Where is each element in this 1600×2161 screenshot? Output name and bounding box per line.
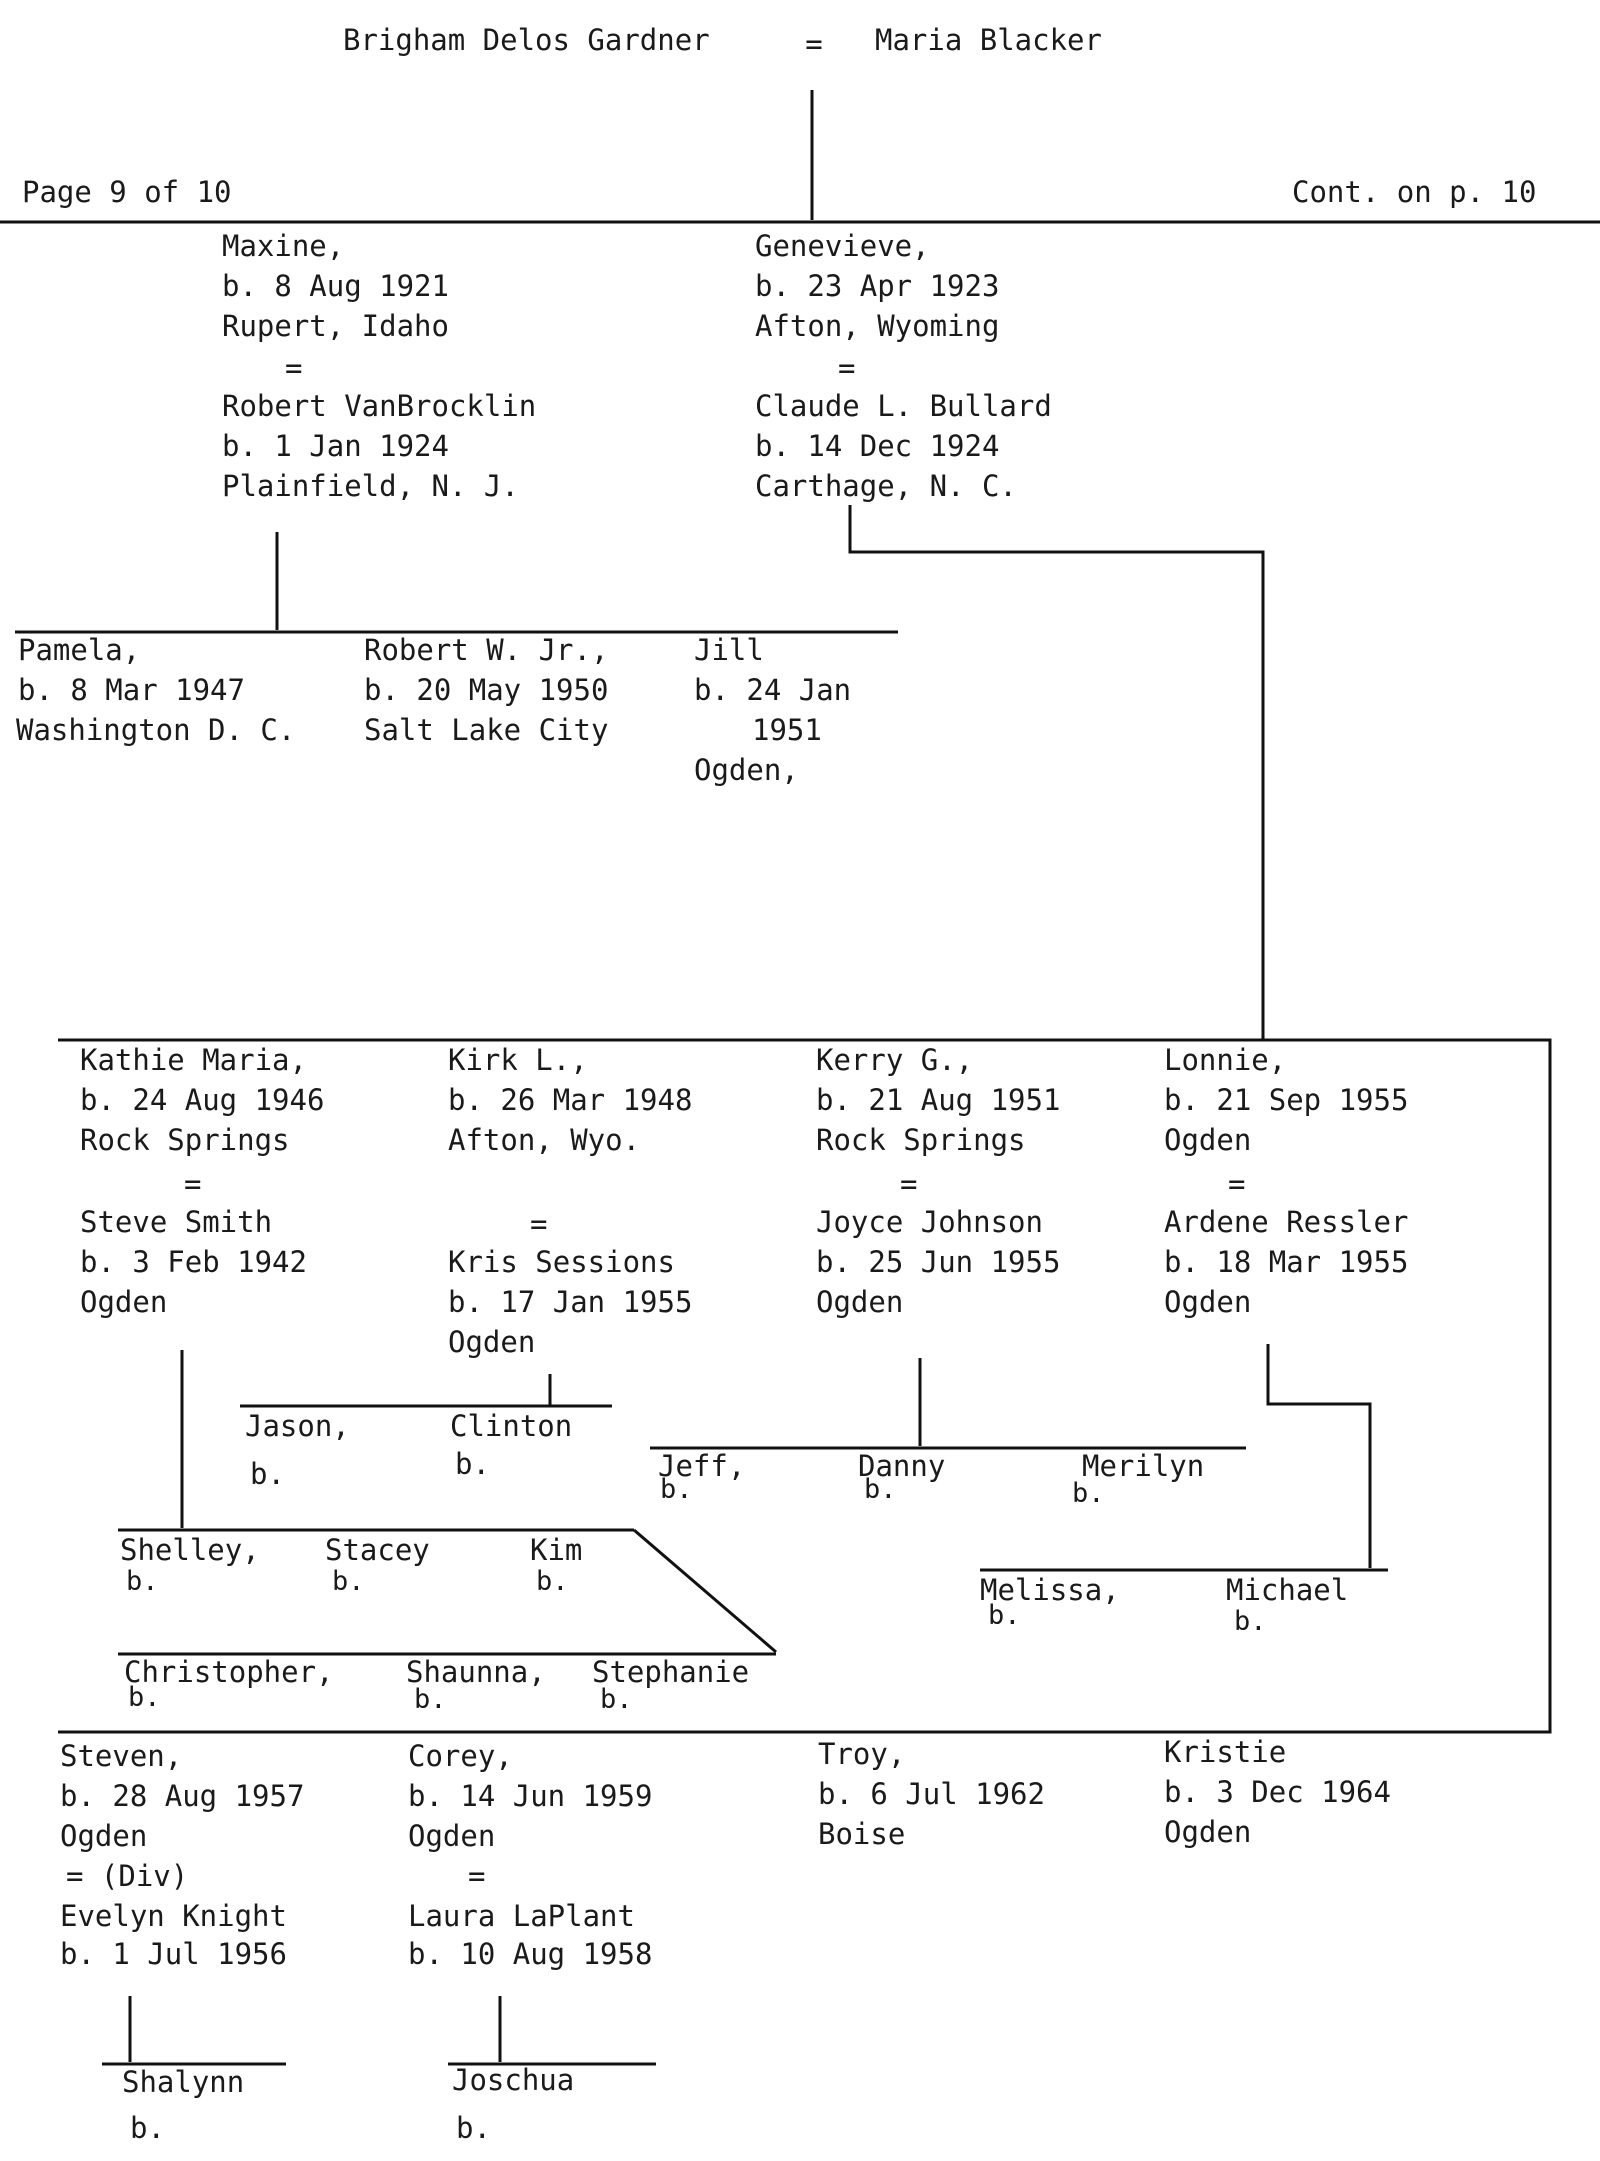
spouse-birth-place: Ogden xyxy=(448,1325,536,1359)
birth-place: Salt Lake City xyxy=(364,713,609,747)
birth-date: b. 24 Jan xyxy=(694,673,852,707)
grandchild-name: Melissa, xyxy=(980,1573,1120,1607)
marriage-sign: = xyxy=(900,1167,918,1201)
spouse-birth-date: b. 3 Feb 1942 xyxy=(80,1245,307,1279)
spouse-birth-date: b. 10 Aug 1958 xyxy=(408,1937,653,1971)
grandchild-birth: b. xyxy=(456,2111,491,2145)
birth-place: Ogden xyxy=(408,1819,496,1853)
spouse-name: Steve Smith xyxy=(80,1205,273,1239)
birth-date: b. 28 Aug 1957 xyxy=(60,1779,305,1813)
grandchild-name: Clinton xyxy=(450,1409,573,1443)
person-name: Kathie Maria, xyxy=(80,1043,307,1077)
person-name: Troy, xyxy=(818,1737,906,1771)
birth-date: b. 20 May 1950 xyxy=(364,673,609,707)
spouse-birth-date: b. 18 Mar 1955 xyxy=(1164,1245,1409,1279)
person-name: Robert W. Jr., xyxy=(364,633,609,667)
birth-place: Washington D. C. xyxy=(16,713,296,747)
grandchild-birth: b. xyxy=(660,1474,693,1505)
marriage-sign: = xyxy=(805,27,823,61)
birth-date: b. 3 Dec 1964 xyxy=(1164,1775,1391,1809)
spouse-name: Evelyn Knight xyxy=(60,1899,287,1933)
page-number: Page 9 of 10 xyxy=(22,175,232,209)
person-name: Kirk L., xyxy=(448,1043,588,1077)
spouse-name: Claude L. Bullard xyxy=(755,389,1052,423)
lonnie-descent-line xyxy=(1268,1344,1370,1568)
grandchild-birth: b. xyxy=(414,1684,447,1715)
grandchild-name: Merilyn xyxy=(1082,1449,1205,1483)
birth-date: b. 8 Mar 1947 xyxy=(18,673,245,707)
grandchild-birth: b. xyxy=(1072,1478,1105,1509)
birth-date: b. 21 Aug 1951 xyxy=(816,1083,1061,1117)
grandchild-birth: b. xyxy=(536,1566,569,1597)
marriage-sign: = xyxy=(184,1167,202,1201)
grandchild-name: Shelley, xyxy=(120,1533,260,1567)
grandchild-name: Christopher, xyxy=(124,1655,334,1689)
birth-place: Boise xyxy=(818,1817,906,1851)
person-name: Corey, xyxy=(408,1739,513,1773)
birth-place: Ogden xyxy=(1164,1123,1252,1157)
grandchild-name: Shaunna, xyxy=(406,1655,546,1689)
person-name: Maxine, xyxy=(222,229,345,263)
spouse-birth-place: Ogden xyxy=(816,1285,904,1319)
birth-place: Afton, Wyoming xyxy=(755,309,1000,343)
grandchild-birth: b. xyxy=(864,1474,897,1505)
grandchild-birth: b. xyxy=(455,1447,490,1481)
grandchild-birth: b. xyxy=(988,1600,1021,1631)
grandchild-birth: b. xyxy=(250,1457,285,1491)
grandchild-name: Stephanie xyxy=(592,1655,750,1689)
marriage-sign: = xyxy=(530,1207,548,1241)
person-name: Steven, xyxy=(60,1739,183,1773)
spouse-name: Joyce Johnson xyxy=(816,1205,1043,1239)
spouse-birth-date: b. 17 Jan 1955 xyxy=(448,1285,693,1319)
grandchild-name: Kim xyxy=(530,1533,583,1567)
grandchild-name: Shalynn xyxy=(122,2065,245,2099)
birth-place: Afton, Wyo. xyxy=(448,1123,641,1157)
grandchild-birth: b. xyxy=(332,1566,365,1597)
birth-place: Rupert, Idaho xyxy=(222,309,449,343)
marriage-sign: = xyxy=(838,351,856,385)
person-name: Kerry G., xyxy=(816,1043,974,1077)
grandchild-birth: b. xyxy=(130,2111,165,2145)
marriage-sign: = (Div) xyxy=(66,1859,189,1893)
spouse-name: Robert VanBrocklin xyxy=(222,389,537,423)
smith-children-diagonal xyxy=(634,1530,776,1652)
birth-date: b. 21 Sep 1955 xyxy=(1164,1083,1409,1117)
birth-place: Rock Springs xyxy=(816,1123,1026,1157)
grandchild-name: Stacey xyxy=(325,1533,430,1567)
spouse-name: Laura LaPlant xyxy=(408,1899,635,1933)
marriage-sign: = xyxy=(468,1859,486,1893)
birth-place: Ogden xyxy=(1164,1815,1252,1849)
birth-place: Ogden, xyxy=(694,753,799,787)
spouse-birth-place: Ogden xyxy=(80,1285,168,1319)
grandchild-name: Jeff, xyxy=(658,1449,746,1483)
birth-year: 1951 xyxy=(752,713,822,747)
grandchild-name: Michael xyxy=(1226,1573,1349,1607)
person-name: Kristie xyxy=(1164,1735,1287,1769)
mother-name: Maria Blacker xyxy=(875,23,1102,57)
spouse-birth-date: b. 1 Jan 1924 xyxy=(222,429,449,463)
grandchild-name: Jason, xyxy=(245,1409,350,1443)
birth-date: b. 14 Jun 1959 xyxy=(408,1779,653,1813)
spouse-name: Kris Sessions xyxy=(448,1245,675,1279)
person-name: Genevieve, xyxy=(755,229,930,263)
grandchild-name: Joschua xyxy=(452,2063,575,2097)
person-name: Pamela, xyxy=(18,633,141,667)
grandchild-birth: b. xyxy=(128,1682,161,1713)
marriage-sign: = xyxy=(1228,1167,1246,1201)
person-name: Lonnie, xyxy=(1164,1043,1287,1077)
spouse-name: Ardene Ressler xyxy=(1164,1205,1409,1239)
continued-note: Cont. on p. 10 xyxy=(1292,175,1537,209)
birth-date: b. 23 Apr 1923 xyxy=(755,269,1000,303)
spouse-birth-place: Plainfield, N. J. xyxy=(222,469,519,503)
birth-date: b. 8 Aug 1921 xyxy=(222,269,449,303)
spouse-birth-place: Carthage, N. C. xyxy=(755,469,1017,503)
father-name: Brigham Delos Gardner xyxy=(343,23,710,57)
person-name: Jill xyxy=(694,633,764,667)
spouse-birth-date: b. 14 Dec 1924 xyxy=(755,429,1000,463)
birth-date: b. 26 Mar 1948 xyxy=(448,1083,693,1117)
grandchild-birth: b. xyxy=(600,1684,633,1715)
grandchild-birth: b. xyxy=(1234,1606,1267,1637)
grandchild-birth: b. xyxy=(126,1566,159,1597)
marriage-sign: = xyxy=(285,351,303,385)
genevieve-descent-line xyxy=(850,505,1263,1040)
grandchild-name: Danny xyxy=(858,1449,946,1483)
spouse-birth-date: b. 25 Jun 1955 xyxy=(816,1245,1061,1279)
birth-date: b. 6 Jul 1962 xyxy=(818,1777,1045,1811)
spouse-birth-date: b. 1 Jul 1956 xyxy=(60,1937,287,1971)
spouse-birth-place: Ogden xyxy=(1164,1285,1252,1319)
birth-date: b. 24 Aug 1946 xyxy=(80,1083,325,1117)
birth-place: Ogden xyxy=(60,1819,148,1853)
birth-place: Rock Springs xyxy=(80,1123,290,1157)
